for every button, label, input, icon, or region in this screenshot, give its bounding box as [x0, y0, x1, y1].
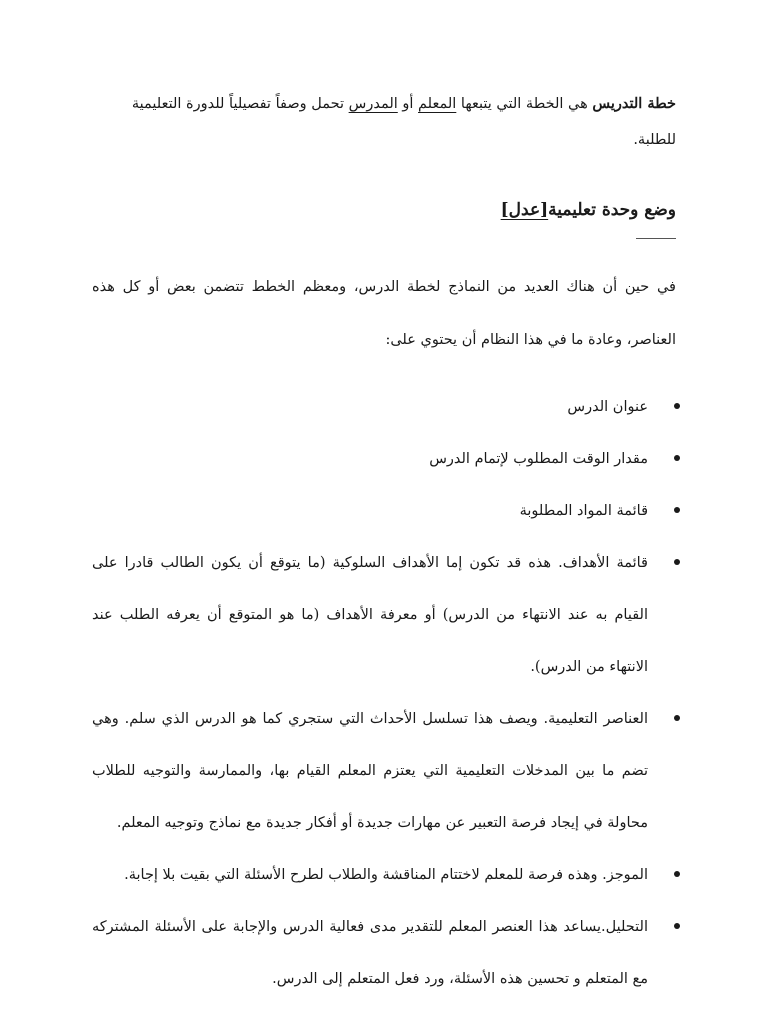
list-item	[92, 433, 676, 485]
list-item	[92, 901, 676, 1005]
intro-text-2: أو	[397, 96, 419, 112]
section-title: وضع وحدة تعليمية	[548, 200, 676, 220]
document-page	[92, 86, 676, 1005]
bullet-icon	[674, 455, 680, 461]
elements-list	[92, 381, 676, 1005]
list-item-text: التحليل.يساعد هذا العنصر المعلم للتقدير مدى فعالية الدرس والإجابة على الأسئلة المشترکه مع المتعلم و تحسين هذه الأسئلة، ورد فعل المتعلم إلى الدرس.	[92, 919, 648, 987]
list-item	[92, 693, 676, 849]
list-item-text: قائمة المواد المطلوبة	[519, 503, 648, 519]
list-item	[92, 537, 676, 693]
bullet-icon	[674, 559, 680, 565]
list-item-text: العناصر التعليمية. ويصف هذا تسلسل الأحداث التي ستجري كما هو الدرس الذي سلم. وهي تضم ما بين المدخلات التعليمية التي يعتزم المعلم القيام بها، والممارسة والتوجيه للطلاب محاولة في إيجاد فرصة التعبير عن مهارات جديدة أو أفكار جديدة مع نماذج وتوجيه المعلم.	[92, 711, 648, 831]
intro-text-1: هي الخطة التي يتبعها	[456, 96, 593, 112]
bullet-icon	[674, 403, 680, 409]
edit-link[interactable]: [عدل]	[500, 200, 549, 220]
list-item-text: مقدار الوقت المطلوب لإتمام الدرس	[429, 451, 648, 467]
section-heading	[92, 192, 676, 228]
intro-paragraph	[92, 86, 676, 158]
teacher-link[interactable]: المعلم	[418, 96, 457, 112]
list-item-text: الموجز. وهذه فرصة للمعلم لاختتام المناقشة والطلاب لطرح الأسئلة التي بقيت بلا إجابة.	[124, 867, 648, 883]
bullet-icon	[674, 923, 680, 929]
list-item-text: عنوان الدرس	[567, 399, 648, 415]
list-item	[92, 849, 676, 901]
bullet-icon	[674, 871, 680, 877]
intro-text-3: تحمل وصفاً تفصيلياً للدورة التعليمية للطلبة.	[131, 96, 676, 148]
bullet-icon	[674, 507, 680, 513]
lesson-plan-term: خطة التدريس	[592, 95, 676, 112]
list-item	[92, 485, 676, 537]
list-item-text: قائمة الأهداف. هذه قد تكون إما الأهداف السلوكية (ما يتوقع أن يكون الطالب قادرا على القيام به عند الانتهاء من الدرس) أو معرفة الأهداف (ما هو المتوقع أن يعرفه الطلب عند الانتهاء من الدرس).	[92, 555, 648, 675]
section-divider	[636, 238, 676, 239]
instructor-link[interactable]: المدرس	[348, 96, 398, 112]
list-item	[92, 381, 676, 433]
bullet-icon	[674, 715, 680, 721]
body-paragraph: في حين أن هناك العديد من النماذج لخطة الدرس، ومعظم الخطط تتضمن بعض أو كل هذه العناصر، وعادة ما في هذا النظام أن يحتوي على:	[92, 279, 676, 348]
